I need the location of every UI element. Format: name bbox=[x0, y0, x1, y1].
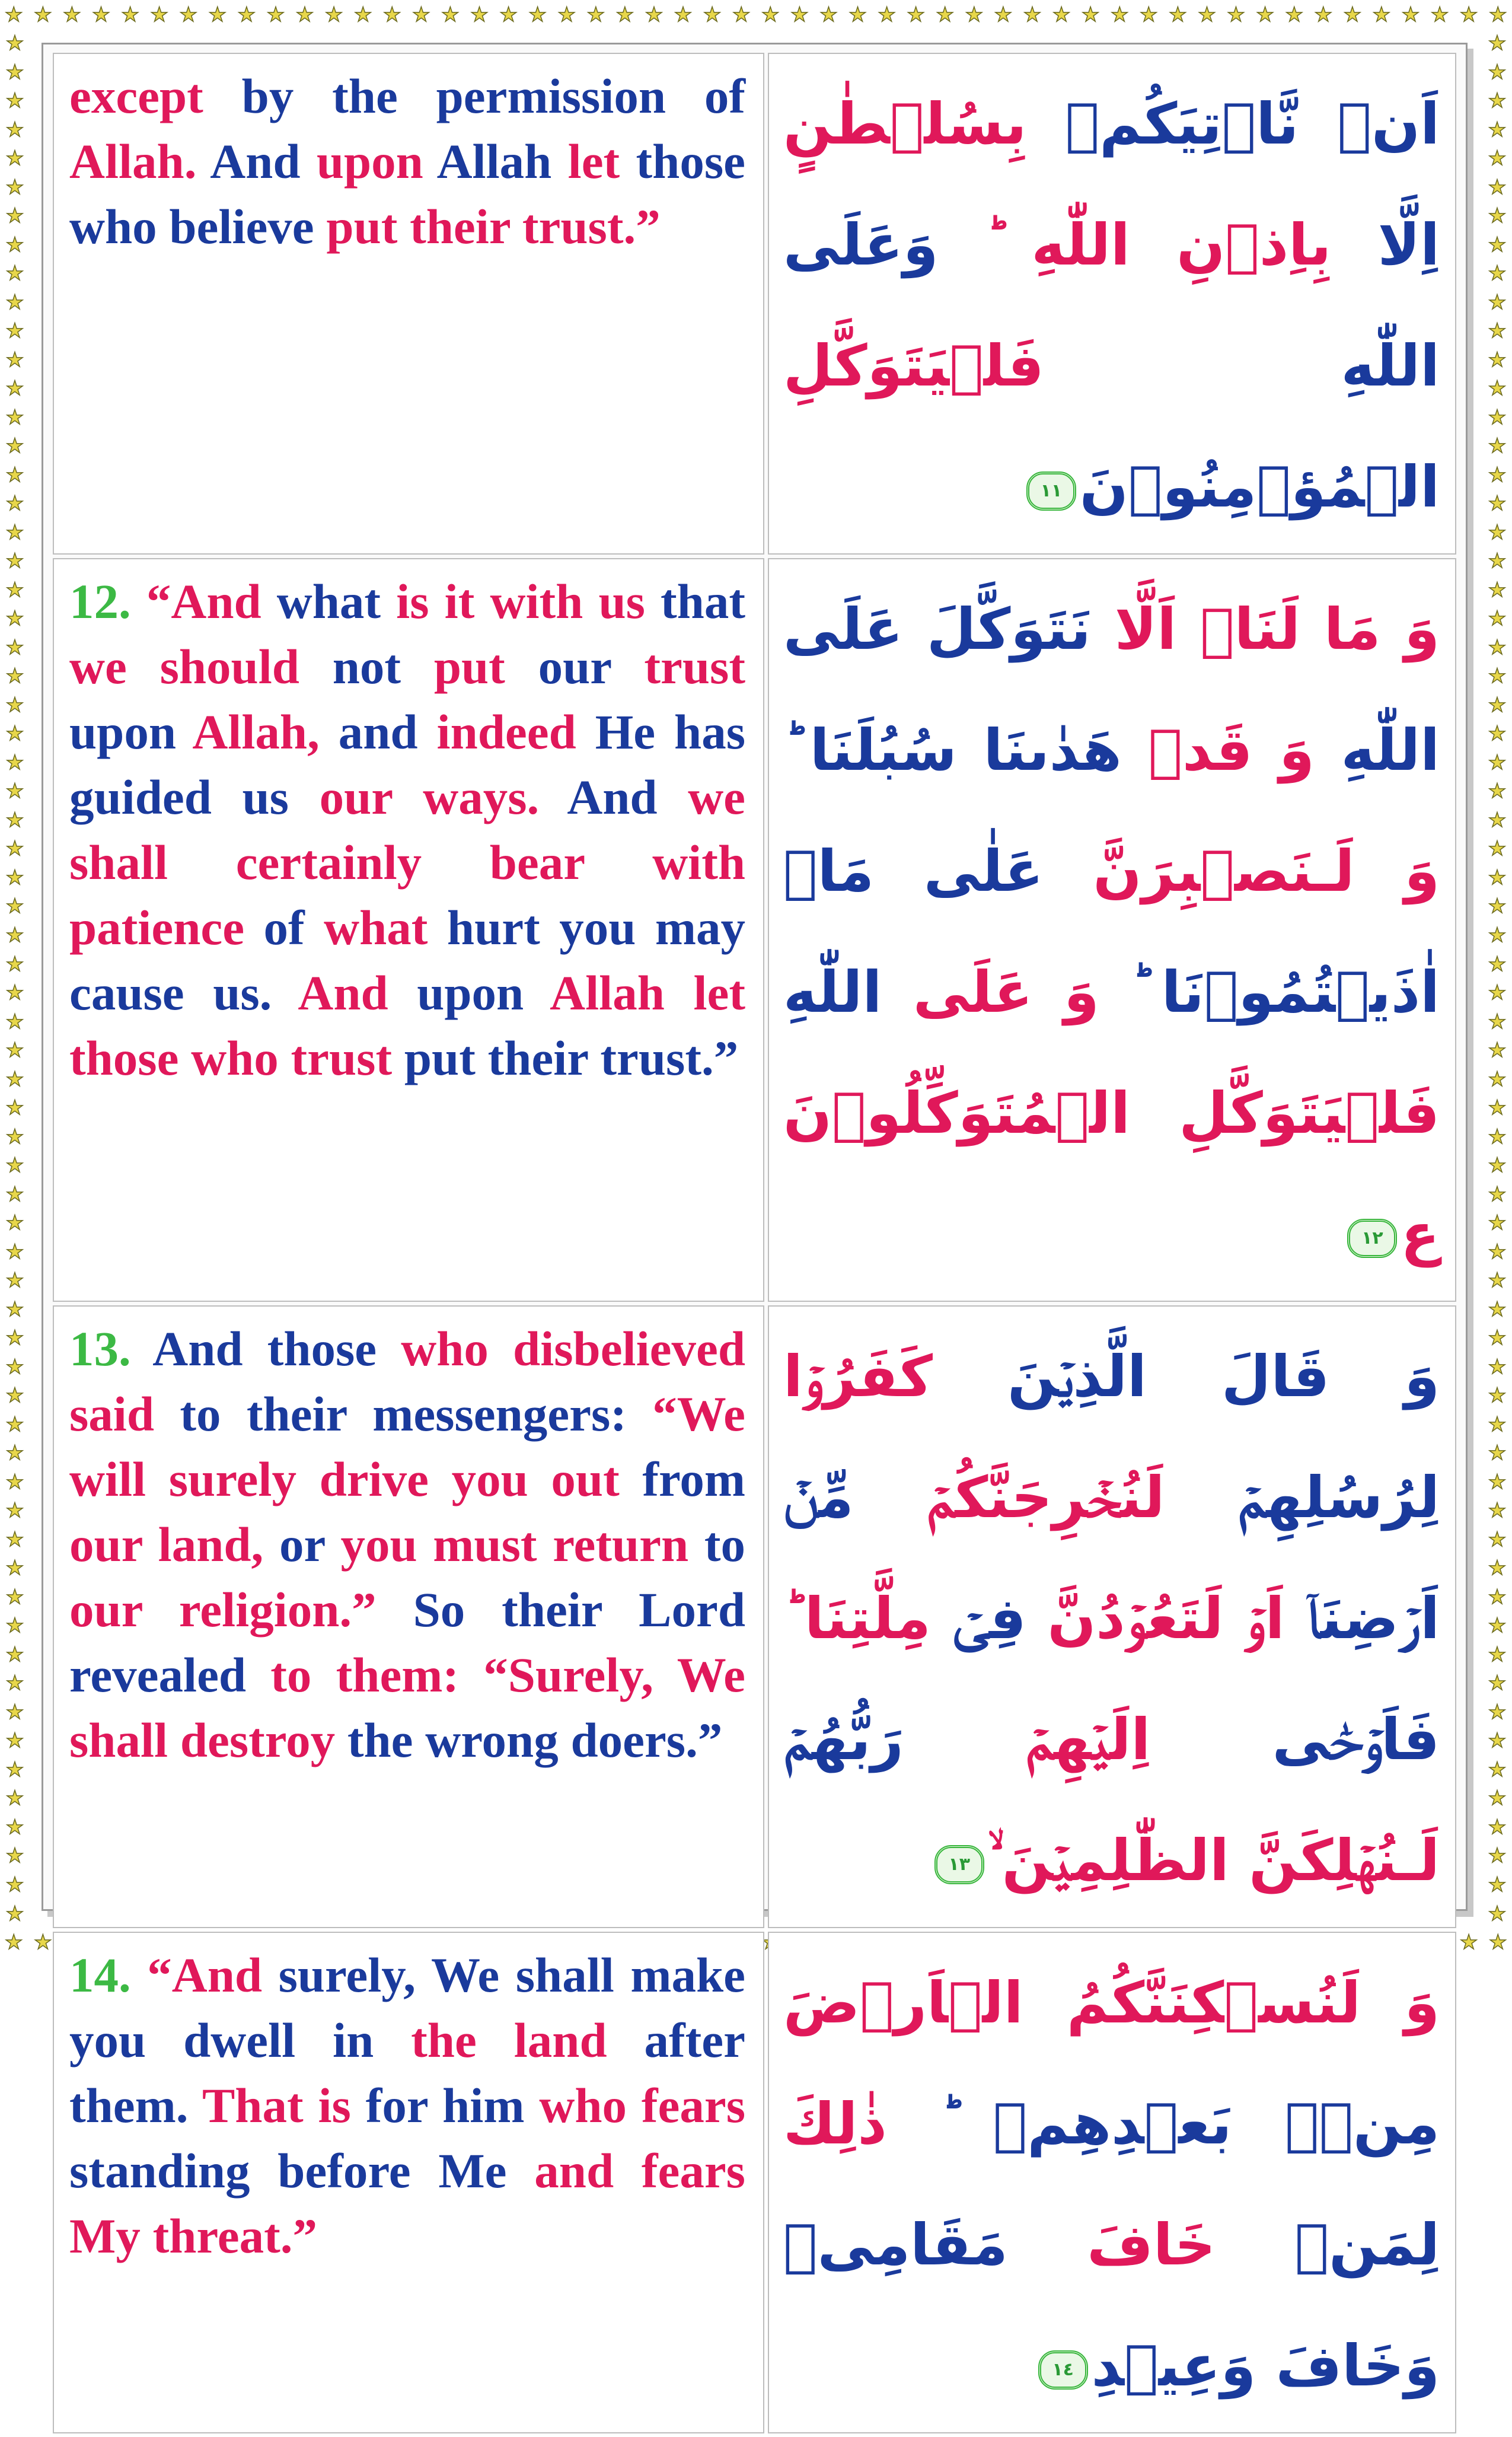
verse-row-11 bbox=[53, 53, 1456, 555]
star-icon: ★ bbox=[1488, 1527, 1507, 1552]
star-icon: ★ bbox=[5, 146, 24, 171]
star-icon: ★ bbox=[878, 3, 896, 27]
star-icon: ★ bbox=[1488, 1154, 1507, 1178]
star-icon: ★ bbox=[790, 3, 809, 27]
star-icon: ★ bbox=[237, 3, 256, 27]
star-icon: ★ bbox=[1488, 693, 1507, 717]
star-icon: ★ bbox=[63, 3, 81, 27]
star-icon: ★ bbox=[5, 31, 24, 55]
star-icon: ★ bbox=[1488, 1240, 1507, 1264]
star-icon: ★ bbox=[1110, 3, 1129, 27]
star-icon: ★ bbox=[5, 463, 24, 487]
star-icon: ★ bbox=[1372, 3, 1391, 27]
star-border-top bbox=[0, 0, 1512, 30]
star-icon: ★ bbox=[1488, 1614, 1507, 1638]
star-icon: ★ bbox=[5, 1901, 24, 1926]
star-icon: ★ bbox=[5, 837, 24, 861]
star-icon: ★ bbox=[5, 1154, 24, 1178]
star-icon: ★ bbox=[1488, 664, 1507, 689]
star-icon: ★ bbox=[5, 1038, 24, 1063]
ayah-marker-icon: ١٤ bbox=[1038, 2350, 1088, 2390]
verse-number: 12. bbox=[69, 574, 131, 629]
star-icon: ★ bbox=[150, 3, 168, 27]
star-icon: ★ bbox=[1488, 923, 1507, 947]
star-icon: ★ bbox=[645, 3, 664, 27]
star-icon: ★ bbox=[1198, 3, 1216, 27]
star-icon: ★ bbox=[1488, 1585, 1507, 1609]
star-icon: ★ bbox=[1140, 3, 1158, 27]
star-icon: ★ bbox=[5, 175, 24, 199]
star-icon: ★ bbox=[1488, 3, 1507, 27]
ayah-marker-icon: ١٣ bbox=[934, 1845, 984, 1884]
arabic-text-12: وَ مَا لَنَاۤ اَلَّا نَتَوَكَّلَ عَلَى اللّٰهِ وَ قَدۡ هَدٰٮنَا سُبُلَنَا ؕ وَ لَـنَصۡبِرَنَّ عَلٰى مَاۤ اٰذَيۡتُمُوۡنَا ؕ وَ عَلَى اللّٰهِ فَلۡيَتَوَكَّلِ الۡمُتَوَكِّلُوۡنَ ع١٢ bbox=[768, 558, 1456, 1302]
star-icon: ★ bbox=[5, 894, 24, 919]
star-icon: ★ bbox=[1488, 952, 1507, 976]
star-icon: ★ bbox=[5, 3, 23, 27]
english-translation-14: 14. “And surely, We shall make you dwell in the land after them. That is for him who fears standing before Me and fears My threat.” bbox=[53, 1932, 764, 2433]
star-icon: ★ bbox=[1488, 405, 1507, 429]
verse-table bbox=[49, 49, 1460, 2437]
star-icon: ★ bbox=[5, 377, 24, 401]
star-icon: ★ bbox=[412, 3, 430, 27]
star-icon: ★ bbox=[1488, 1326, 1507, 1350]
star-icon: ★ bbox=[1488, 1182, 1507, 1206]
star-icon: ★ bbox=[34, 3, 52, 27]
star-icon: ★ bbox=[1488, 578, 1507, 602]
star-icon: ★ bbox=[1488, 1096, 1507, 1120]
star-icon: ★ bbox=[1285, 3, 1303, 27]
star-icon: ★ bbox=[5, 1182, 24, 1206]
star-icon: ★ bbox=[1488, 1412, 1507, 1436]
star-icon: ★ bbox=[92, 3, 110, 27]
star-icon: ★ bbox=[1023, 3, 1042, 27]
star-border-right bbox=[1482, 30, 1512, 1928]
arabic-text-11: اَنۡ نَّاۡتِيَكُمۡ بِسُلۡطٰنٍ اِلَّا بِاِذۡنِ اللّٰهِ ؕ وَعَلَى اللّٰهِ فَلۡيَتَوَكَّلِ الۡمُؤۡمِنُوۡنَ١١ bbox=[768, 53, 1456, 555]
star-icon: ★ bbox=[5, 1931, 23, 1954]
star-icon: ★ bbox=[5, 1067, 24, 1091]
star-icon: ★ bbox=[499, 3, 518, 27]
star-icon: ★ bbox=[1488, 1038, 1507, 1063]
verse-number: 13. bbox=[69, 1321, 131, 1376]
star-icon: ★ bbox=[1488, 1873, 1507, 1897]
star-icon: ★ bbox=[5, 1124, 24, 1149]
star-icon: ★ bbox=[1488, 262, 1507, 286]
star-icon: ★ bbox=[5, 1096, 24, 1120]
ayah-marker-icon: ١١ bbox=[1026, 472, 1076, 511]
star-icon: ★ bbox=[1488, 89, 1507, 113]
star-icon: ★ bbox=[1488, 463, 1507, 487]
star-icon: ★ bbox=[1459, 3, 1478, 27]
verse-row-14 bbox=[53, 1932, 1456, 2433]
star-icon: ★ bbox=[5, 1355, 24, 1379]
english-translation-11: except by the permission of Allah. And upon Allah let those who believe put their trust.” bbox=[53, 53, 764, 555]
star-icon: ★ bbox=[324, 3, 343, 27]
star-icon: ★ bbox=[1488, 348, 1507, 372]
star-icon: ★ bbox=[441, 3, 460, 27]
star-icon: ★ bbox=[1430, 3, 1449, 27]
english-translation-13: 13. And those who disbelieved said to their messengers: “We will surely drive you out from our land, or you must return to our religion.” So their Lord revealed to them: “Surely, We shall destroy the wrong doers.” bbox=[53, 1305, 764, 1928]
star-icon: ★ bbox=[5, 434, 24, 458]
star-icon: ★ bbox=[1488, 232, 1507, 257]
star-icon: ★ bbox=[1488, 1297, 1507, 1321]
star-icon: ★ bbox=[5, 204, 24, 228]
star-icon: ★ bbox=[1488, 520, 1507, 544]
star-icon: ★ bbox=[965, 3, 984, 27]
star-icon: ★ bbox=[557, 3, 576, 27]
star-icon: ★ bbox=[1488, 894, 1507, 919]
star-icon: ★ bbox=[1488, 607, 1507, 631]
star-icon: ★ bbox=[5, 779, 24, 804]
star-icon: ★ bbox=[732, 3, 751, 27]
star-icon: ★ bbox=[5, 722, 24, 746]
star-icon: ★ bbox=[1488, 492, 1507, 516]
star-icon: ★ bbox=[5, 1815, 24, 1839]
star-icon: ★ bbox=[1488, 1901, 1507, 1926]
star-icon: ★ bbox=[703, 3, 722, 27]
star-icon: ★ bbox=[1459, 1931, 1478, 1954]
star-icon: ★ bbox=[208, 3, 227, 27]
star-icon: ★ bbox=[5, 1527, 24, 1552]
star-icon: ★ bbox=[1488, 1844, 1507, 1868]
star-icon: ★ bbox=[1227, 3, 1245, 27]
star-icon: ★ bbox=[1488, 981, 1507, 1005]
star-icon: ★ bbox=[5, 89, 24, 113]
star-icon: ★ bbox=[5, 319, 24, 343]
star-icon: ★ bbox=[353, 3, 372, 27]
star-icon: ★ bbox=[1488, 549, 1507, 574]
star-icon: ★ bbox=[761, 3, 780, 27]
star-icon: ★ bbox=[1488, 1470, 1507, 1494]
star-icon: ★ bbox=[1488, 31, 1507, 55]
star-icon: ★ bbox=[1488, 1700, 1507, 1724]
star-icon: ★ bbox=[5, 808, 24, 832]
star-icon: ★ bbox=[1488, 1441, 1507, 1466]
star-icon: ★ bbox=[5, 117, 24, 142]
star-icon: ★ bbox=[1488, 1815, 1507, 1839]
star-icon: ★ bbox=[1081, 3, 1100, 27]
star-icon: ★ bbox=[5, 1211, 24, 1235]
star-icon: ★ bbox=[1169, 3, 1187, 27]
star-icon: ★ bbox=[1488, 808, 1507, 832]
star-icon: ★ bbox=[1488, 204, 1507, 228]
verse-row-13 bbox=[53, 1305, 1456, 1928]
star-icon: ★ bbox=[1488, 635, 1507, 660]
star-icon: ★ bbox=[1488, 750, 1507, 775]
star-icon: ★ bbox=[5, 1786, 24, 1811]
arabic-text-14: وَ لَنُسۡكِنَنَّكُمُ الۡاَرۡضَ مِنۡۢ بَعۡدِهِمۡ ؕ ذٰلِكَ لِمَنۡ خَافَ مَقَامِىۡ وَخَافَ وَعِيۡدِ١٤ bbox=[768, 1932, 1456, 2433]
star-icon: ★ bbox=[5, 1642, 24, 1667]
star-icon: ★ bbox=[5, 693, 24, 717]
star-icon: ★ bbox=[5, 1297, 24, 1321]
star-icon: ★ bbox=[5, 1700, 24, 1724]
star-icon: ★ bbox=[5, 1844, 24, 1868]
star-icon: ★ bbox=[1488, 865, 1507, 890]
star-icon: ★ bbox=[936, 3, 954, 27]
star-icon: ★ bbox=[5, 290, 24, 314]
star-icon: ★ bbox=[5, 1269, 24, 1293]
star-icon: ★ bbox=[470, 3, 489, 27]
star-icon: ★ bbox=[5, 1009, 24, 1034]
star-icon: ★ bbox=[5, 1412, 24, 1436]
star-icon: ★ bbox=[1488, 722, 1507, 746]
star-icon: ★ bbox=[34, 1931, 52, 1954]
star-icon: ★ bbox=[1488, 146, 1507, 171]
star-icon: ★ bbox=[1401, 3, 1420, 27]
star-icon: ★ bbox=[5, 607, 24, 631]
star-icon: ★ bbox=[5, 1441, 24, 1466]
star-icon: ★ bbox=[1488, 1384, 1507, 1408]
star-icon: ★ bbox=[5, 981, 24, 1005]
star-icon: ★ bbox=[5, 750, 24, 775]
verse-frame bbox=[42, 43, 1468, 2399]
star-icon: ★ bbox=[5, 923, 24, 947]
star-icon: ★ bbox=[1488, 434, 1507, 458]
ayah-marker-icon: ١٢ bbox=[1347, 1219, 1397, 1258]
star-icon: ★ bbox=[528, 3, 547, 27]
star-icon: ★ bbox=[1488, 319, 1507, 343]
star-icon: ★ bbox=[5, 1499, 24, 1523]
star-icon: ★ bbox=[1488, 60, 1507, 84]
star-icon: ★ bbox=[1488, 837, 1507, 861]
star-icon: ★ bbox=[5, 1873, 24, 1897]
star-icon: ★ bbox=[5, 1614, 24, 1638]
star-icon: ★ bbox=[1256, 3, 1274, 27]
star-icon: ★ bbox=[5, 1556, 24, 1581]
star-icon: ★ bbox=[5, 232, 24, 257]
star-icon: ★ bbox=[586, 3, 605, 27]
star-icon: ★ bbox=[615, 3, 634, 27]
star-icon: ★ bbox=[1488, 1009, 1507, 1034]
star-icon: ★ bbox=[1488, 779, 1507, 804]
star-icon: ★ bbox=[5, 1240, 24, 1264]
star-icon: ★ bbox=[848, 3, 867, 27]
star-icon: ★ bbox=[1488, 290, 1507, 314]
star-icon: ★ bbox=[1488, 1786, 1507, 1811]
star-icon: ★ bbox=[1488, 175, 1507, 199]
star-icon: ★ bbox=[5, 60, 24, 84]
star-icon: ★ bbox=[5, 1470, 24, 1494]
star-icon: ★ bbox=[1488, 1671, 1507, 1696]
star-icon: ★ bbox=[5, 262, 24, 286]
star-icon: ★ bbox=[5, 578, 24, 602]
star-icon: ★ bbox=[5, 1585, 24, 1609]
star-icon: ★ bbox=[5, 549, 24, 574]
star-icon: ★ bbox=[1488, 1355, 1507, 1379]
star-icon: ★ bbox=[1488, 1642, 1507, 1667]
star-icon: ★ bbox=[1488, 1556, 1507, 1581]
star-icon: ★ bbox=[295, 3, 314, 27]
star-icon: ★ bbox=[5, 348, 24, 372]
star-icon: ★ bbox=[5, 664, 24, 689]
star-icon: ★ bbox=[383, 3, 401, 27]
english-translation-12: 12. “And what is it with us that we should not put our trust upon Allah, and indeed He has guided us our ways. And we shall certainly bear with patience of what hurt you may cause us. And upon Allah let those who trust put their trust.” bbox=[53, 558, 764, 1302]
star-icon: ★ bbox=[1488, 1269, 1507, 1293]
star-icon: ★ bbox=[5, 635, 24, 660]
star-icon: ★ bbox=[5, 865, 24, 890]
star-icon: ★ bbox=[907, 3, 925, 27]
star-icon: ★ bbox=[5, 1326, 24, 1350]
star-icon: ★ bbox=[1052, 3, 1071, 27]
star-icon: ★ bbox=[5, 952, 24, 976]
verse-row-12 bbox=[53, 558, 1456, 1302]
star-icon: ★ bbox=[1488, 1931, 1507, 1954]
star-border-left bbox=[0, 30, 30, 1928]
star-icon: ★ bbox=[1488, 1729, 1507, 1753]
star-icon: ★ bbox=[819, 3, 838, 27]
verse-number: 14. bbox=[69, 1948, 131, 2002]
star-icon: ★ bbox=[266, 3, 285, 27]
star-icon: ★ bbox=[674, 3, 693, 27]
star-icon: ★ bbox=[1343, 3, 1362, 27]
star-icon: ★ bbox=[1314, 3, 1332, 27]
star-icon: ★ bbox=[5, 1729, 24, 1753]
star-icon: ★ bbox=[121, 3, 139, 27]
star-icon: ★ bbox=[994, 3, 1013, 27]
star-icon: ★ bbox=[5, 1671, 24, 1696]
arabic-text-13: وَ قَالَ الَّذِيۡنَ كَفَرُوۡا لِرُسُلِهِمۡ لَنُخۡرِجَنَّكُمۡ مِّنۡ اَرۡضِنَاۤ اَوۡ لَتَعُوۡدُنَّ فِىۡ مِلَّتِنَا ؕ فَاَوۡحٰۤى اِلَيۡهِمۡ رَبُّهُمۡ لَـنُهۡلِكَنَّ الظّٰلِمِيۡنَ ۙ١٣ bbox=[768, 1305, 1456, 1928]
star-icon: ★ bbox=[1488, 1067, 1507, 1091]
star-icon: ★ bbox=[5, 1757, 24, 1782]
star-icon: ★ bbox=[1488, 377, 1507, 401]
star-icon: ★ bbox=[1488, 1757, 1507, 1782]
star-icon: ★ bbox=[1488, 1499, 1507, 1523]
star-icon: ★ bbox=[5, 405, 24, 429]
star-icon: ★ bbox=[179, 3, 197, 27]
star-icon: ★ bbox=[1488, 117, 1507, 142]
star-icon: ★ bbox=[5, 492, 24, 516]
star-icon: ★ bbox=[5, 1384, 24, 1408]
star-icon: ★ bbox=[1488, 1124, 1507, 1149]
star-icon: ★ bbox=[5, 520, 24, 544]
star-icon: ★ bbox=[1488, 1211, 1507, 1235]
